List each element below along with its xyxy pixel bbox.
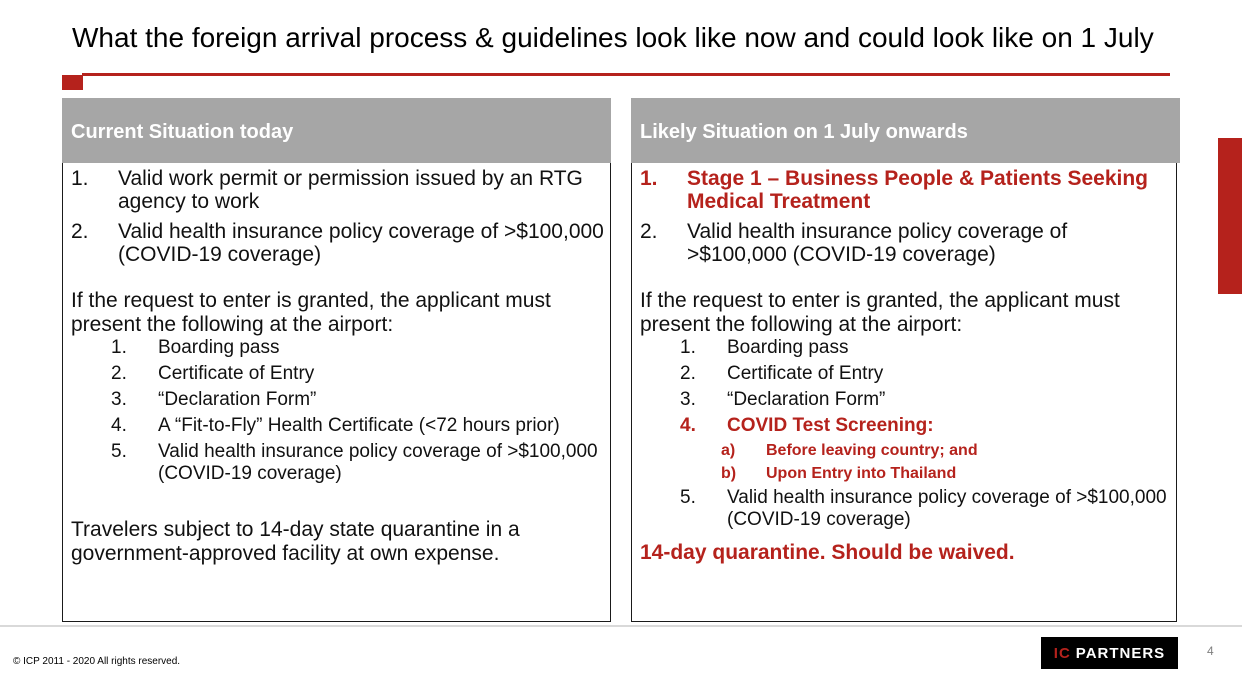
requirement-text: Valid health insurance policy coverage of >$100,000 (COVID-19 coverage) — [118, 220, 604, 266]
airport-item — [640, 337, 1170, 359]
subitem-text: Before leaving country; and — [766, 442, 978, 459]
covid-test-subitem — [640, 464, 1170, 483]
requirement-item — [640, 220, 1170, 266]
airport-item-number: 1. — [111, 337, 127, 358]
airport-item-text: Valid health insurance policy coverage of >$100,000 (COVID-19 coverage) — [158, 441, 598, 484]
airport-item-number: 2. — [680, 363, 696, 384]
current-situation-header: Current Situation today — [62, 98, 611, 163]
airport-item-number: 4. — [680, 415, 696, 436]
copyright-text: © ICP 2011 - 2020 All rights reserved. — [13, 656, 181, 667]
likely-situation-panel — [631, 98, 1180, 622]
airport-item-number: 5. — [111, 441, 127, 462]
title-underline — [82, 73, 1170, 76]
subitem-text: Upon Entry into Thailand — [766, 465, 957, 482]
airport-item-number: 3. — [680, 389, 696, 410]
airport-item-text: Certificate of Entry — [158, 363, 315, 384]
airport-item-number: 1. — [680, 337, 696, 358]
airport-item-text: Boarding pass — [727, 337, 849, 358]
airport-item — [71, 389, 604, 411]
airport-item — [640, 487, 1170, 531]
likely-situation-header: Likely Situation on 1 July onwards — [631, 98, 1180, 163]
airport-item — [640, 389, 1170, 411]
subitem-letter: b) — [721, 465, 737, 482]
requirement-number: 1. — [71, 167, 89, 190]
likely-situation-body — [631, 163, 1177, 622]
page-number: 4 — [1207, 644, 1214, 658]
footer-divider — [0, 625, 1242, 627]
airport-item-number: 5. — [680, 487, 696, 508]
requirement-number: 1. — [640, 167, 658, 190]
airport-item-highlight — [640, 415, 1170, 437]
airport-item-text: “Declaration Form” — [158, 389, 317, 410]
requirement-number: 2. — [71, 220, 89, 243]
requirement-item-highlight — [640, 167, 1170, 213]
covid-test-subitem — [640, 441, 1170, 460]
airport-item-text: Valid health insurance policy coverage of >$100,000 (COVID-19 coverage) — [727, 487, 1167, 530]
airport-intro: If the request to enter is granted, the applicant must present the following at the airport: — [640, 289, 1120, 336]
current-situation-panel — [62, 98, 611, 622]
airport-item — [71, 415, 604, 437]
subitem-letter: a) — [721, 442, 736, 459]
requirement-text: Valid health insurance policy coverage of >$100,000 (COVID-19 coverage) — [687, 220, 1068, 266]
quarantine-waiver-note: 14-day quarantine. Should be waived. — [640, 541, 1015, 564]
airport-item-text: A “Fit-to-Fly” Health Certificate (<72 hours prior) — [158, 415, 560, 436]
ic-partners-logo — [1041, 637, 1178, 669]
airport-item-text: COVID Test Screening: — [727, 415, 934, 436]
airport-item — [71, 363, 604, 385]
requirement-text: Stage 1 – Business People & Patients Seeking Medical Treatment — [687, 167, 1149, 213]
airport-item-number: 3. — [111, 389, 127, 410]
airport-item — [71, 441, 604, 485]
airport-item-number: 4. — [111, 415, 127, 436]
requirement-text: Valid work permit or permission issued by an RTG agency to work — [118, 167, 583, 213]
requirement-item — [71, 220, 604, 266]
logo-ic-text: IC — [1053, 644, 1071, 662]
airport-item-text: Boarding pass — [158, 337, 280, 358]
airport-item-text: Certificate of Entry — [727, 363, 884, 384]
requirement-number: 2. — [640, 220, 658, 243]
title-accent-square — [62, 75, 83, 90]
side-accent-bar — [1218, 138, 1242, 294]
current-situation-body — [62, 163, 611, 622]
airport-item — [640, 363, 1170, 385]
requirement-item — [71, 167, 604, 213]
quarantine-note: Travelers subject to 14-day state quarantine in a government-approved facility at own expense. — [71, 518, 520, 565]
slide-title: What the foreign arrival process & guidelines look like now and could look like on 1 July — [72, 22, 1154, 53]
airport-item-text: “Declaration Form” — [727, 389, 886, 410]
airport-item-number: 2. — [111, 363, 127, 384]
logo-partners-text: PARTNERS — [1075, 644, 1166, 662]
airport-item — [71, 337, 604, 359]
airport-intro: If the request to enter is granted, the applicant must present the following at the airport: — [71, 289, 551, 336]
